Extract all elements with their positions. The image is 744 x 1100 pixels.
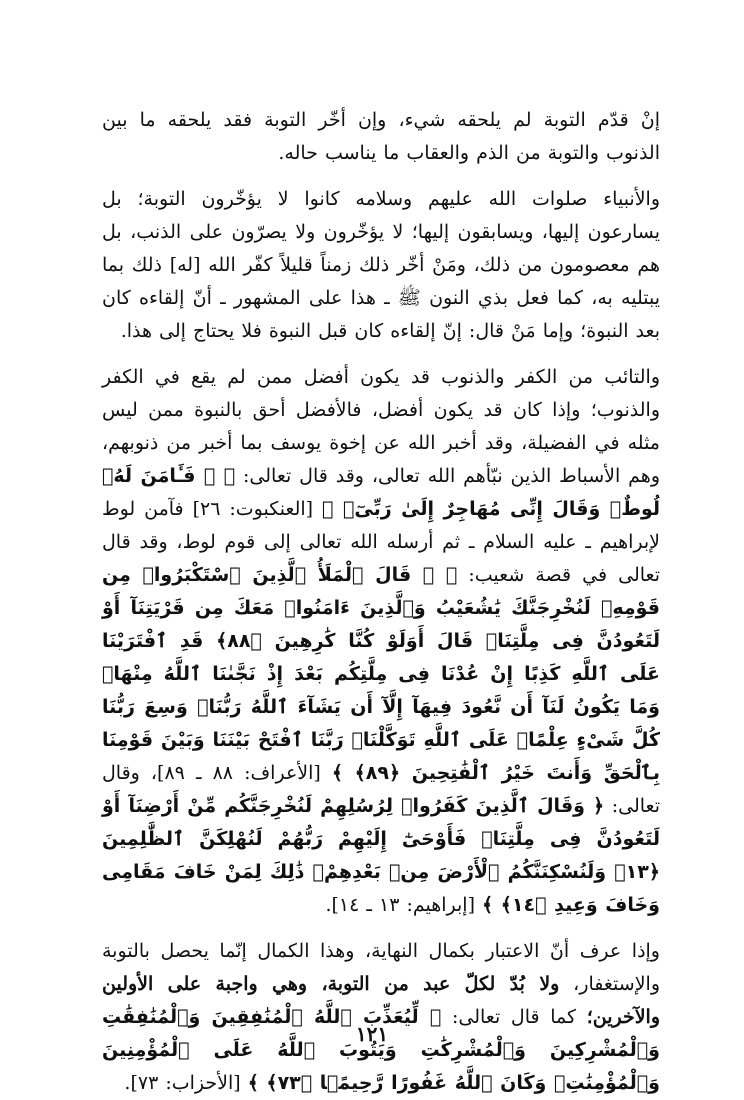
paragraph-text: إنْ قدّم التوبة لم يلحقه شيء، وإن أخّر التوبة فقد يلحقه ما بين الذنوب والتوبة من الذم والعقاب ما يناسب حاله. [102, 109, 660, 164]
quran-verse-ankabut: ﴿ ۞ فَـَٔامَنَ لَهُۥ لُوطٌۘ وَقَالَ إِنِّى مُهَاجِرٌ إِلَىٰ رَبِّىٓۖ ﴾ [102, 465, 660, 520]
paragraph-text: [العنكبوت: ٢٦] فآمن لوط لإبراهيم ـ عليه السلام ـ ثم أرسله الله تعالى إلى قوم لوط، وقد قال تعالى في قصة شعيب: [102, 498, 660, 586]
verse-citation: [إبراهيم: ١٣ ـ ١٤]. [325, 894, 483, 916]
page-number: ١٢١ [355, 1022, 389, 1046]
paragraph-text: والأنبياء صلوات الله عليهم وسلامه كانوا لا يؤخّرون التوبة؛ بل يسارعون إليها، ويسابقون إليها؛ لا يؤخّرون ولا يصرّون على الذنب، بل هم معصومون من ذلك، ومَنْ أخّر ذلك زمناً قليلاً كفّر الله [له] ذلك بما يبتليه به، كما فعل بذي النون ﷺ ـ هذا على المشهور ـ أنّ إلقاءه كان بعد النبوة؛ وإما مَنْ قال: إنّ إلقاءه كان قبل النبوة فلا يحتاج إلى هذا. [102, 188, 660, 342]
quran-verse-ibrahim: ﴿ وَقَالَ ٱلَّذِينَ كَفَرُوا۟ لِرُسُلِهِمْ لَنُخْرِجَنَّكُم مِّنْ أَرْضِنَآ أَوْ لَتَعُودُنَّ فِى مِلَّتِنَاۖ فَأَوْحَىٰٓ إِلَيْهِمْ رَبُّهُمْ لَنُهْلِكَنَّ ٱلظَّٰلِمِينَ ﴿١٣﴾ وَلَنُسْكِنَنَّكُمُ ٱلْأَرْضَ مِنۢ بَعْدِهِمْۚ ذَٰلِكَ لِمَنْ خَافَ مَقَامِى وَخَافَ وَعِيدِ ﴿١٤﴾ ﴾ [102, 795, 660, 916]
paragraph-text: والتائب من الكفر والذنوب قد يكون أفضل ممن لم يقع في الكفر والذنوب؛ وإذا كان قد يكون أفضل، فالأفضل أحق بالنبوة ممن ليس مثله في الفضيلة، وقد أخبر الله عن إخوة يوسف بما أخبر من ذنوبهم، وهم الأسباط الذين نبّأهم الله تعالى، وقد قال تعالى: [102, 366, 660, 487]
paragraph-4 [102, 935, 660, 1100]
paragraph-1 [102, 104, 660, 170]
verse-citation: [الأحزاب: ٧٣]. [124, 1072, 248, 1094]
paragraph-3 [102, 361, 660, 922]
emphasized-text: ولا بُدّ لكلّ عبد من التوبة، وهي واجبة على الأولين والآخرين؛ [102, 973, 660, 1028]
paragraph-2 [102, 183, 660, 348]
quran-verse-araf: ﴿ ۞ قَالَ ٱلْمَلَأُ ٱلَّذِينَ ٱسْتَكْبَرُوا۟ مِن قَوْمِهِۦ لَنُخْرِجَنَّكَ يَٰشُعَيْبُ وَٱلَّذِينَ ءَامَنُوا۟ مَعَكَ مِن قَرْيَتِنَآ أَوْ لَتَعُودُنَّ فِى مِلَّتِنَاۚ قَالَ أَوَلَوْ كُنَّا كَٰرِهِينَ ﴿٨٨﴾ قَدِ ٱفْتَرَيْنَا عَلَى ٱللَّهِ كَذِبًا إِنْ عُدْنَا فِى مِلَّتِكُم بَعْدَ إِذْ نَجَّىٰنَا ٱللَّهُ مِنْهَاۚ وَمَا يَكُونُ لَنَآ أَن نَّعُودَ فِيهَآ إِلَّآ أَن يَشَآءَ ٱللَّهُ رَبُّنَاۚ وَسِعَ رَبُّنَا كُلَّ شَىْءٍ عِلْمًاۚ عَلَى ٱللَّهِ تَوَكَّلْنَاۚ رَبَّنَا ٱفْتَحْ بَيْنَنَا وَبَيْنَ قَوْمِنَا بِٱلْحَقِّ وَأَنتَ خَيْرُ ٱلْفَٰتِحِينَ ﴿٨٩﴾ ﴾ [102, 564, 661, 784]
quran-verse-ahzab: ﴿ لِّيُعَذِّبَ ٱللَّهُ ٱلْمُنَٰفِقِينَ وَٱلْمُنَٰفِقَٰتِ وَٱلْمُشْرِكِينَ وَٱلْمُشْرِكَٰتِ وَيَتُوبَ ٱللَّهُ عَلَى ٱلْمُؤْمِنِينَ وَٱلْمُؤْمِنَٰتِۗ وَكَانَ ٱللَّهُ غَفُورًا رَّحِيمًۢا ﴿٧٣﴾ ﴾ [102, 1006, 660, 1094]
paragraph-text: وإذا عرف أنّ الاعتبار بكمال النهاية، وهذا الكمال إنّما يحصل بالتوبة والإستغفار، [102, 940, 661, 995]
paragraph-text: كما قال تعالى: [441, 1006, 587, 1028]
paragraph-text: [الأعراف: ٨٨ ـ ٨٩]، وقال تعالى: [102, 762, 660, 817]
